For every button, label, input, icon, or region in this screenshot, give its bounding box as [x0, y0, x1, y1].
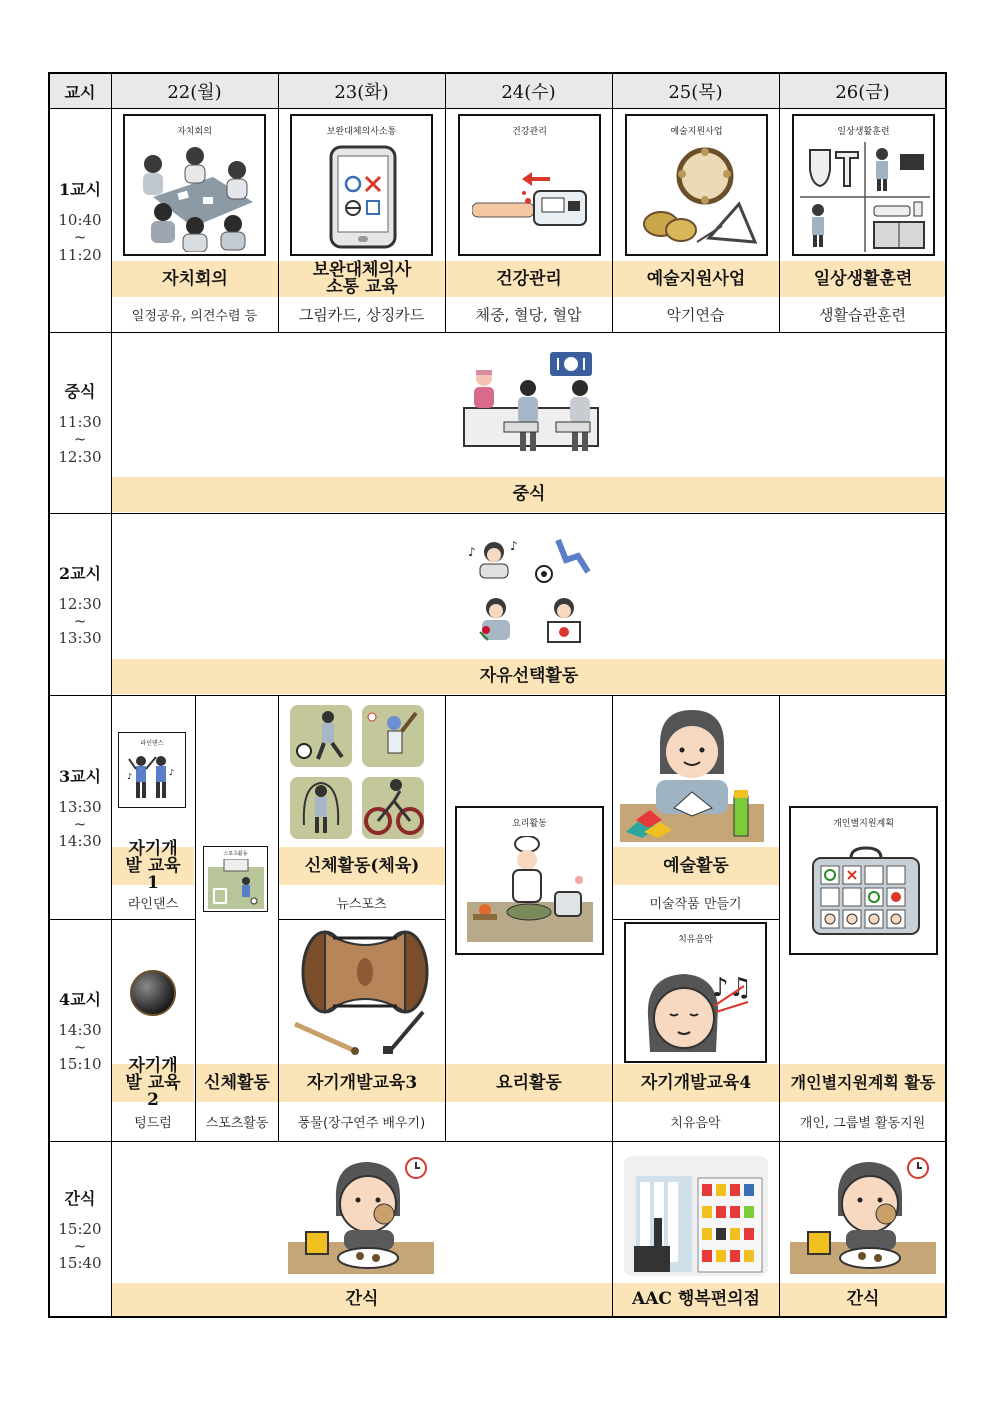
period-lunch: [49, 332, 111, 513]
period-name: 간식: [64, 1188, 96, 1208]
activity-note: 치유음악: [670, 1116, 721, 1131]
activity-note: 체중, 혈당, 혈압: [475, 306, 582, 324]
activity-label: 신체활동: [196, 1064, 278, 1102]
period-snack: [49, 1141, 111, 1317]
svg-text:♪: ♪: [169, 768, 175, 777]
activity-note: 풍물(장구연주 배우기): [297, 1116, 426, 1131]
col-divider: [445, 695, 446, 1141]
col-divider: [195, 695, 196, 1141]
table-border: [48, 1316, 947, 1318]
card-sports: [203, 846, 268, 912]
period-sep: ~: [73, 430, 87, 449]
chef-cooking-icon: [467, 836, 593, 948]
period-end: 12:30: [58, 447, 102, 466]
activity-label: 자기개발교육3: [279, 1064, 445, 1102]
svg-text:♪♫: ♪♫: [712, 973, 752, 1003]
activity-note: 뉴스포츠: [336, 896, 387, 912]
period-2: [49, 513, 111, 695]
activity-note: 라인댄스: [127, 896, 179, 912]
card-title: 개인별지원계획: [833, 819, 894, 829]
col-divider: [111, 72, 112, 1318]
period-sep: ~: [73, 1236, 87, 1255]
period-end: 15:40: [58, 1254, 102, 1273]
free-activity-label: 자유선택활동: [112, 659, 946, 694]
svg-text:♪: ♪: [468, 545, 476, 559]
period-start: 10:40: [58, 211, 102, 230]
lunch-label: 중식: [112, 477, 946, 512]
activity-label: 자기개발 교육1: [112, 847, 194, 885]
activity-note: 개인, 그룹별 활동지원: [799, 1116, 926, 1131]
period-sep: ~: [73, 814, 87, 833]
instruments-icon: [637, 146, 759, 252]
col-divider: [612, 695, 613, 1317]
col-divider: [779, 695, 780, 1317]
card-personal-plan: [789, 806, 938, 955]
snack-eating-icon: [288, 1156, 434, 1274]
row-divider: [278, 919, 445, 920]
activity-note: 그림카드, 상징카드: [298, 306, 425, 324]
board-grid-icon: [811, 846, 921, 936]
janggu-drum-icon: [293, 928, 435, 1056]
card-title: 요리활동: [512, 819, 547, 829]
glucose-meter-icon: [472, 161, 590, 231]
row-divider: [48, 1141, 947, 1142]
header-day-mon: 22(월): [167, 82, 222, 103]
activity-label: 자치회의: [112, 261, 278, 297]
card-title: 예술지원사업: [670, 127, 723, 137]
activity-note: 악기연습: [666, 306, 725, 324]
card-council: [123, 114, 266, 256]
period-1: [49, 109, 111, 332]
smartphone-icon: [328, 144, 398, 250]
activity-label: 일상생활훈련: [780, 261, 946, 297]
period-name: 3교시: [58, 766, 102, 786]
dancers-icon: [127, 749, 177, 803]
period-name: 2교시: [58, 563, 102, 583]
card-title: 자치회의: [177, 127, 212, 137]
row-divider: [48, 513, 947, 514]
daily-living-icon: [800, 142, 930, 252]
col-divider: [445, 72, 446, 333]
card-title: 라인댄스: [140, 740, 164, 747]
activity-label: 예술활동: [613, 847, 779, 885]
col-divider: [278, 72, 279, 333]
col-divider: [779, 72, 780, 333]
card-title: 일상생활훈련: [837, 127, 890, 137]
row-divider: [48, 919, 195, 920]
snack-label: 간식: [112, 1283, 612, 1316]
header-day-tue: 23(화): [334, 82, 389, 103]
snack-label: 간식: [780, 1283, 946, 1316]
card-title: 보완대체의사소통: [326, 127, 397, 137]
card-art-support: [625, 114, 768, 256]
tongue-drum-icon: [128, 968, 178, 1018]
col-divider: [278, 695, 279, 1141]
period-sep: ~: [73, 611, 87, 630]
activity-note: 텅드럼: [134, 1116, 172, 1131]
period-start: 13:30: [58, 797, 102, 816]
card-healing-music: [624, 922, 767, 1063]
period-4: [49, 919, 111, 1141]
activity-label: 건강관리: [446, 261, 612, 297]
snack-label-store: AAC 행복편의점: [613, 1283, 779, 1316]
period-end: 15:10: [58, 1055, 102, 1074]
activity-label: 자기개발 교육2: [112, 1064, 194, 1102]
period-sep: ~: [73, 1037, 87, 1056]
listening-music-icon: [640, 956, 756, 1056]
svg-text:♪: ♪: [127, 772, 133, 781]
meeting-icon: [133, 142, 257, 252]
card-line-dance: [118, 732, 186, 808]
row-divider: [48, 332, 947, 333]
activity-label: 예술지원사업: [613, 261, 779, 297]
col-divider: [612, 72, 613, 333]
period-end: 13:30: [58, 629, 102, 648]
period-name: 1교시: [58, 180, 102, 200]
period-start: 12:30: [58, 594, 102, 613]
activity-label: 자기개발교육4: [613, 1064, 779, 1102]
card-daily-living: [792, 114, 935, 256]
svg-text:♪: ♪: [510, 539, 518, 553]
card-title: 치유음악: [678, 935, 713, 945]
period-name: 중식: [64, 382, 96, 402]
card-title: 스포츠활동: [223, 851, 248, 857]
activity-note: 생활습관훈련: [819, 306, 906, 324]
activity-label: 보완대체의사소통 교육: [279, 261, 445, 297]
card-health: [458, 114, 601, 256]
activity-note: 일정공유, 의견수렴 등: [131, 309, 258, 324]
activity-note: 스포츠활동: [205, 1116, 269, 1131]
row-divider: [48, 695, 947, 696]
activity-note: 미술작품 만들기: [649, 896, 742, 912]
sports-field-icon: [208, 859, 264, 909]
header-period: 교시: [64, 82, 96, 102]
period-3: [49, 695, 111, 919]
period-end: 11:20: [58, 245, 102, 264]
header-day-wed: 24(수): [501, 82, 556, 103]
period-start: 15:20: [58, 1219, 102, 1238]
sports-activities-icon: [290, 705, 424, 839]
origami-icon: [620, 704, 764, 842]
header-day-fri: 26(금): [835, 82, 890, 103]
period-start: 14:30: [58, 1020, 102, 1039]
row-divider: [612, 919, 779, 920]
cafeteria-icon: [462, 350, 602, 460]
card-cooking: [455, 806, 604, 955]
snack-eating-icon: [790, 1156, 936, 1274]
card-title: 건강관리: [512, 127, 547, 137]
period-sep: ~: [73, 228, 87, 247]
activity-label: 요리활동: [446, 1064, 612, 1102]
table-border: [48, 72, 947, 74]
activity-label: 개인별지원계획 활동: [780, 1064, 946, 1102]
period-name: 4교시: [58, 989, 102, 1009]
activity-label: 신체활동(체육): [279, 847, 445, 885]
row-divider: [48, 108, 947, 109]
period-end: 14:30: [58, 832, 102, 851]
card-aac: [290, 114, 433, 256]
period-start: 11:30: [58, 413, 102, 432]
convenience-store-icon: [624, 1156, 768, 1276]
free-activity-icon: [466, 538, 596, 644]
header-day-thu: 25(목): [668, 82, 723, 103]
